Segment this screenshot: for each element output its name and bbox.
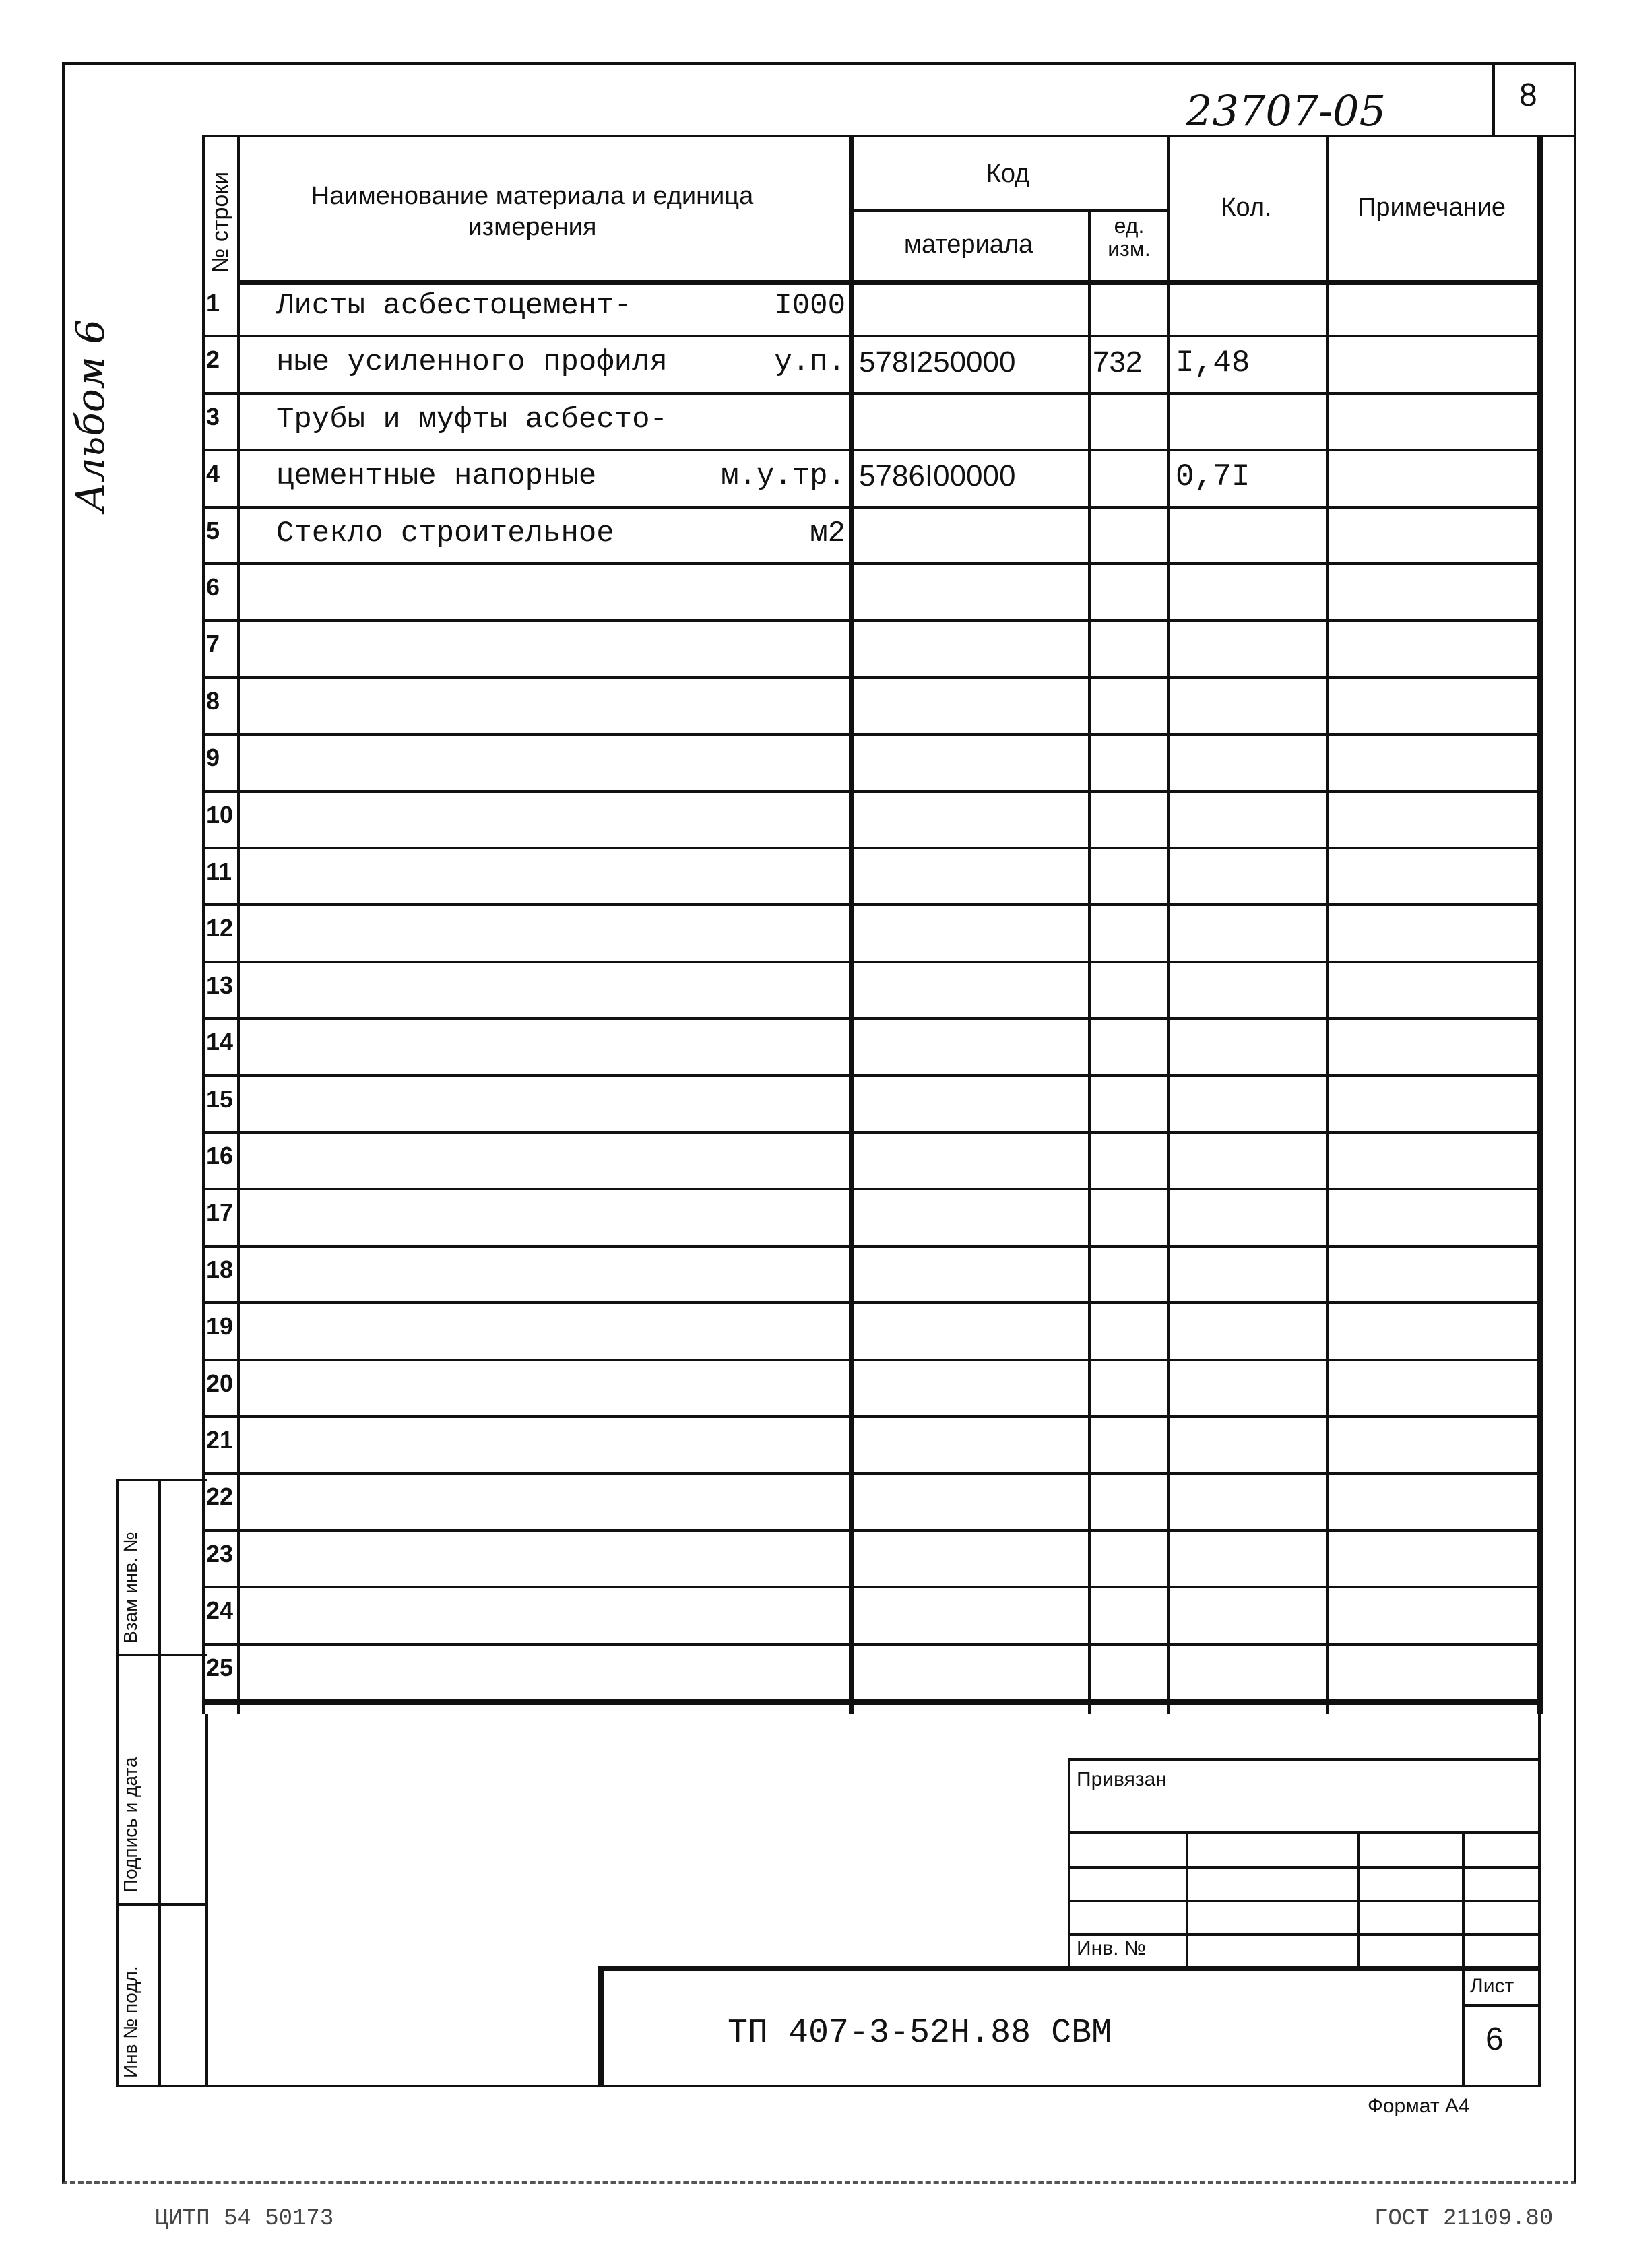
row-unit: м2 — [810, 516, 845, 550]
row-number: 10 — [206, 800, 234, 829]
row-unit: I000 — [774, 289, 845, 323]
row-number: 15 — [206, 1084, 234, 1113]
binding-line-4 — [1068, 1933, 1539, 1936]
table-row — [202, 905, 1539, 961]
row-line — [202, 1699, 1540, 1705]
row-qty: 0,7I — [1176, 459, 1250, 495]
row-number: 8 — [206, 686, 220, 715]
table-row — [202, 1246, 1539, 1303]
table-row — [202, 1303, 1539, 1359]
code-subheader-line — [849, 209, 1167, 212]
format-label: Формат А4 — [1368, 2095, 1470, 2117]
row-number: 19 — [206, 1312, 234, 1340]
binding-line-1 — [1068, 1831, 1539, 1834]
header-code: Код — [986, 160, 1030, 188]
table-row — [202, 1473, 1539, 1530]
row-number: 5 — [206, 516, 220, 544]
side-stamp-divider — [158, 1479, 161, 2087]
doc-number: 23707-05 — [1186, 86, 1386, 135]
table-row — [202, 848, 1539, 905]
row-number: 9 — [206, 744, 220, 772]
header-code-material: материала — [903, 230, 1033, 259]
side-replace-inv: Взам инв. № — [120, 1532, 141, 1644]
binding-col-3 — [1462, 1831, 1465, 1967]
row-number: 14 — [206, 1028, 234, 1056]
header-name: Наименование материала и единица измерения — [311, 182, 754, 241]
header-row-no: № строки — [207, 171, 233, 273]
row-unit: м.у.тр. — [721, 459, 845, 494]
row-code-unit: 732 — [1093, 346, 1143, 379]
table-row — [202, 336, 1539, 393]
binding-title: Привязан — [1077, 1768, 1167, 1790]
row-number: 1 — [206, 289, 220, 317]
row-number: 23 — [206, 1539, 234, 1567]
table-row — [202, 393, 1539, 450]
row-number: 12 — [206, 914, 234, 942]
header-code-unit: ед. изм. — [1108, 214, 1151, 261]
row-number: 17 — [206, 1198, 234, 1227]
row-number: 16 — [206, 1142, 234, 1169]
table-row — [202, 1132, 1539, 1189]
table-row — [202, 450, 1539, 507]
table-row — [202, 1360, 1539, 1417]
binding-col-1 — [1186, 1831, 1188, 1967]
title-sheet-line — [1462, 2004, 1541, 2007]
side-stamp-line-2 — [116, 1903, 207, 1906]
table-row — [202, 1018, 1539, 1075]
row-number: 21 — [206, 1426, 234, 1454]
side-sign-date: Подпись и дата — [120, 1757, 141, 1893]
table-row — [202, 507, 1539, 564]
materials-table — [202, 135, 1539, 1714]
row-number: 7 — [206, 630, 220, 658]
binding-line-3 — [1068, 1900, 1539, 1902]
table-row — [202, 1417, 1539, 1473]
table-row — [202, 962, 1539, 1018]
lower-left-border — [205, 1714, 208, 2087]
table-row — [202, 280, 1539, 336]
row-number: 20 — [206, 1369, 234, 1397]
table-row — [202, 1587, 1539, 1644]
binding-line-2 — [1068, 1866, 1539, 1869]
row-number: 2 — [206, 346, 220, 374]
table-row — [202, 1189, 1539, 1245]
title-sheet-number: 6 — [1485, 2021, 1504, 2057]
row-number: 25 — [206, 1653, 234, 1681]
footer-right: ГОСТ 21109.80 — [1374, 2206, 1554, 2232]
table-row — [202, 734, 1539, 791]
row-name: Стекло строительное — [276, 516, 614, 550]
row-number: 22 — [206, 1483, 234, 1511]
side-stamp-line-1 — [116, 1654, 207, 1656]
album-label: Альбом 6 — [67, 319, 113, 512]
table-row — [202, 620, 1539, 677]
side-inv-orig: Инв № подл. — [120, 1966, 141, 2078]
table-row — [202, 1076, 1539, 1132]
row-name: цементные напорные — [276, 459, 597, 494]
row-number: 6 — [206, 573, 220, 601]
row-name: Трубы и муфты асбесто- — [276, 402, 668, 436]
row-code: 578I250000 — [859, 346, 1016, 379]
table-row — [202, 1644, 1539, 1701]
table-row — [202, 678, 1539, 734]
title-doc-code: ТП 407-3-52Н.88 СВМ — [728, 2014, 1112, 2052]
corner-page-number: 8 — [1519, 77, 1537, 113]
title-sheet-divider — [1462, 1966, 1465, 2087]
row-number: 13 — [206, 971, 234, 999]
binding-col-2 — [1357, 1831, 1360, 1967]
header-qty: Кол. — [1221, 193, 1272, 222]
row-number: 11 — [206, 857, 232, 885]
table-row — [202, 1530, 1539, 1587]
row-code: 5786I00000 — [859, 459, 1016, 493]
row-number: 24 — [206, 1596, 234, 1625]
row-name: ные усиленного профиля — [276, 346, 668, 380]
table-row — [202, 791, 1539, 848]
row-number: 4 — [206, 459, 220, 488]
row-number: 18 — [206, 1255, 234, 1283]
row-qty: I,48 — [1176, 346, 1250, 381]
row-unit: у.п. — [774, 346, 845, 380]
table-row — [202, 564, 1539, 620]
title-sheet-label: Лист — [1470, 1975, 1514, 1997]
row-name: Листы асбестоцемент- — [276, 289, 633, 323]
footer-left: ЦИТП 54 50173 — [155, 2206, 334, 2232]
row-number: 3 — [206, 402, 220, 430]
header-note: Примечание — [1357, 193, 1506, 222]
binding-inv-no: Инв. № — [1077, 1937, 1146, 1959]
